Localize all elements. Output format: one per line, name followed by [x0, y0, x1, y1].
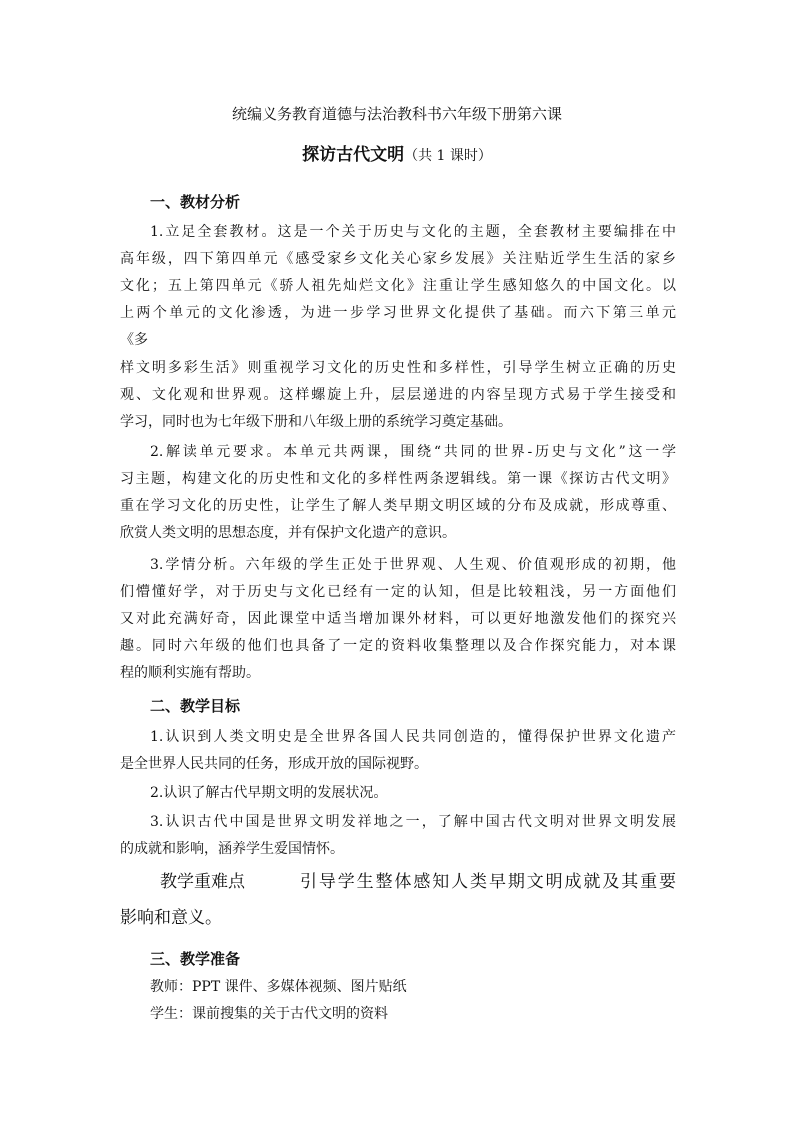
prep-student: 学生：课前搜集的关于古代文明的资料	[150, 1006, 388, 1022]
para1-line1: 1.立足全套教材。这是一个关于历史与文化的主题，全套教材主要编排在中	[150, 224, 676, 240]
para3-line3: 又对此充满好奇，因此课堂中适当增加课外材料，可以更好地激发他们的探究兴	[120, 611, 676, 627]
para2-line1: 2.解读单元要求。本单元共两课，围绕“共同的世界-历史与文化”这一学	[150, 444, 676, 460]
section-heading-preparation: 三、教学准备	[150, 950, 241, 968]
para1-line4: 上两个单元的文化渗透，为进一步学习世界文化提供了基础。而六下第三单元	[120, 305, 676, 321]
key-points-label: 教学重难点	[160, 872, 245, 892]
para1-line2: 高年级，四下第四单元《感受家乡文化关心家乡发展》关注贴近学生生活的家乡	[120, 251, 676, 267]
key-points-text-line2: 影响和意义。	[120, 908, 222, 928]
section-heading-analysis: 一、教材分析	[150, 193, 241, 211]
para1-line3: 文化；五上第四单元《骄人祖先灿烂文化》注重让学生感知悠久的中国文化。以	[120, 278, 676, 294]
para3-line5: 程的顺利实施有帮助。	[120, 665, 260, 681]
goal3-line2: 的成就和影响，涵养学生爱国情怀。	[120, 841, 344, 857]
para1-line8: 学习，同时也为七年级下册和八年级上册的系统学习奠定基础。	[120, 414, 512, 430]
para3-line4: 趣。同时六年级的他们也具备了一定的资料收集整理以及合作探究能力，对本课	[120, 638, 676, 654]
para1-line5: 《多	[120, 332, 148, 348]
para3-line1: 3.学情分析。六年级的学生正处于世界观、人生观、价值观形成的初期，他	[150, 557, 676, 573]
key-points-text-line1: 引导学生整体感知人类早期文明成就及其重要	[300, 872, 676, 892]
para3-line2: 们懵懂好学，对于历史与文化已经有一定的认知，但是比较粗浅，另一方面他们	[120, 584, 676, 600]
para2-line4: 欣赏人类文明的思想态度，并有保护文化遗产的意识。	[120, 525, 456, 541]
goal1-line2: 是全世界人民共同的任务，形成开放的国际视野。	[120, 756, 428, 772]
title-note: （共 1 课时）	[404, 148, 492, 164]
goal2-line1: 2.认识了解古代早期文明的发展状况。	[150, 785, 388, 801]
section-heading-goals: 二、教学目标	[150, 697, 241, 715]
para2-line3: 重在学习文化的历史性，让学生了解人类早期文明区域的分布及成就，形成尊重、	[120, 498, 676, 514]
goal1-line1: 1.认识到人类文明史是全世界各国人民共同创造的，懂得保护世界文化遗产	[150, 729, 676, 745]
para1-line7: 观、文化观和世界观。这样螺旋上升，层层递进的内容呈现方式易于学生接受和	[120, 387, 676, 403]
document-title	[0, 145, 794, 166]
title-main: 探访古代文明	[302, 145, 405, 165]
prep-teacher: 教师：PPT 课件、多媒体视频、图片贴纸	[150, 979, 407, 995]
document-subtitle: 统编义务教育道德与法治教科书六年级下册第六课	[231, 105, 562, 123]
goal3-line1: 3.认识古代中国是世界文明发祥地之一，了解中国古代文明对世界文明发展	[150, 814, 676, 830]
para2-line2: 习主题，构建文化的历史性和文化的多样性两条逻辑线。第一课《探访古代文明》	[120, 471, 676, 487]
para1-line6: 样文明多彩生活》则重视学习文化的历史性和多样性，引导学生树立正确的历史	[120, 360, 676, 376]
